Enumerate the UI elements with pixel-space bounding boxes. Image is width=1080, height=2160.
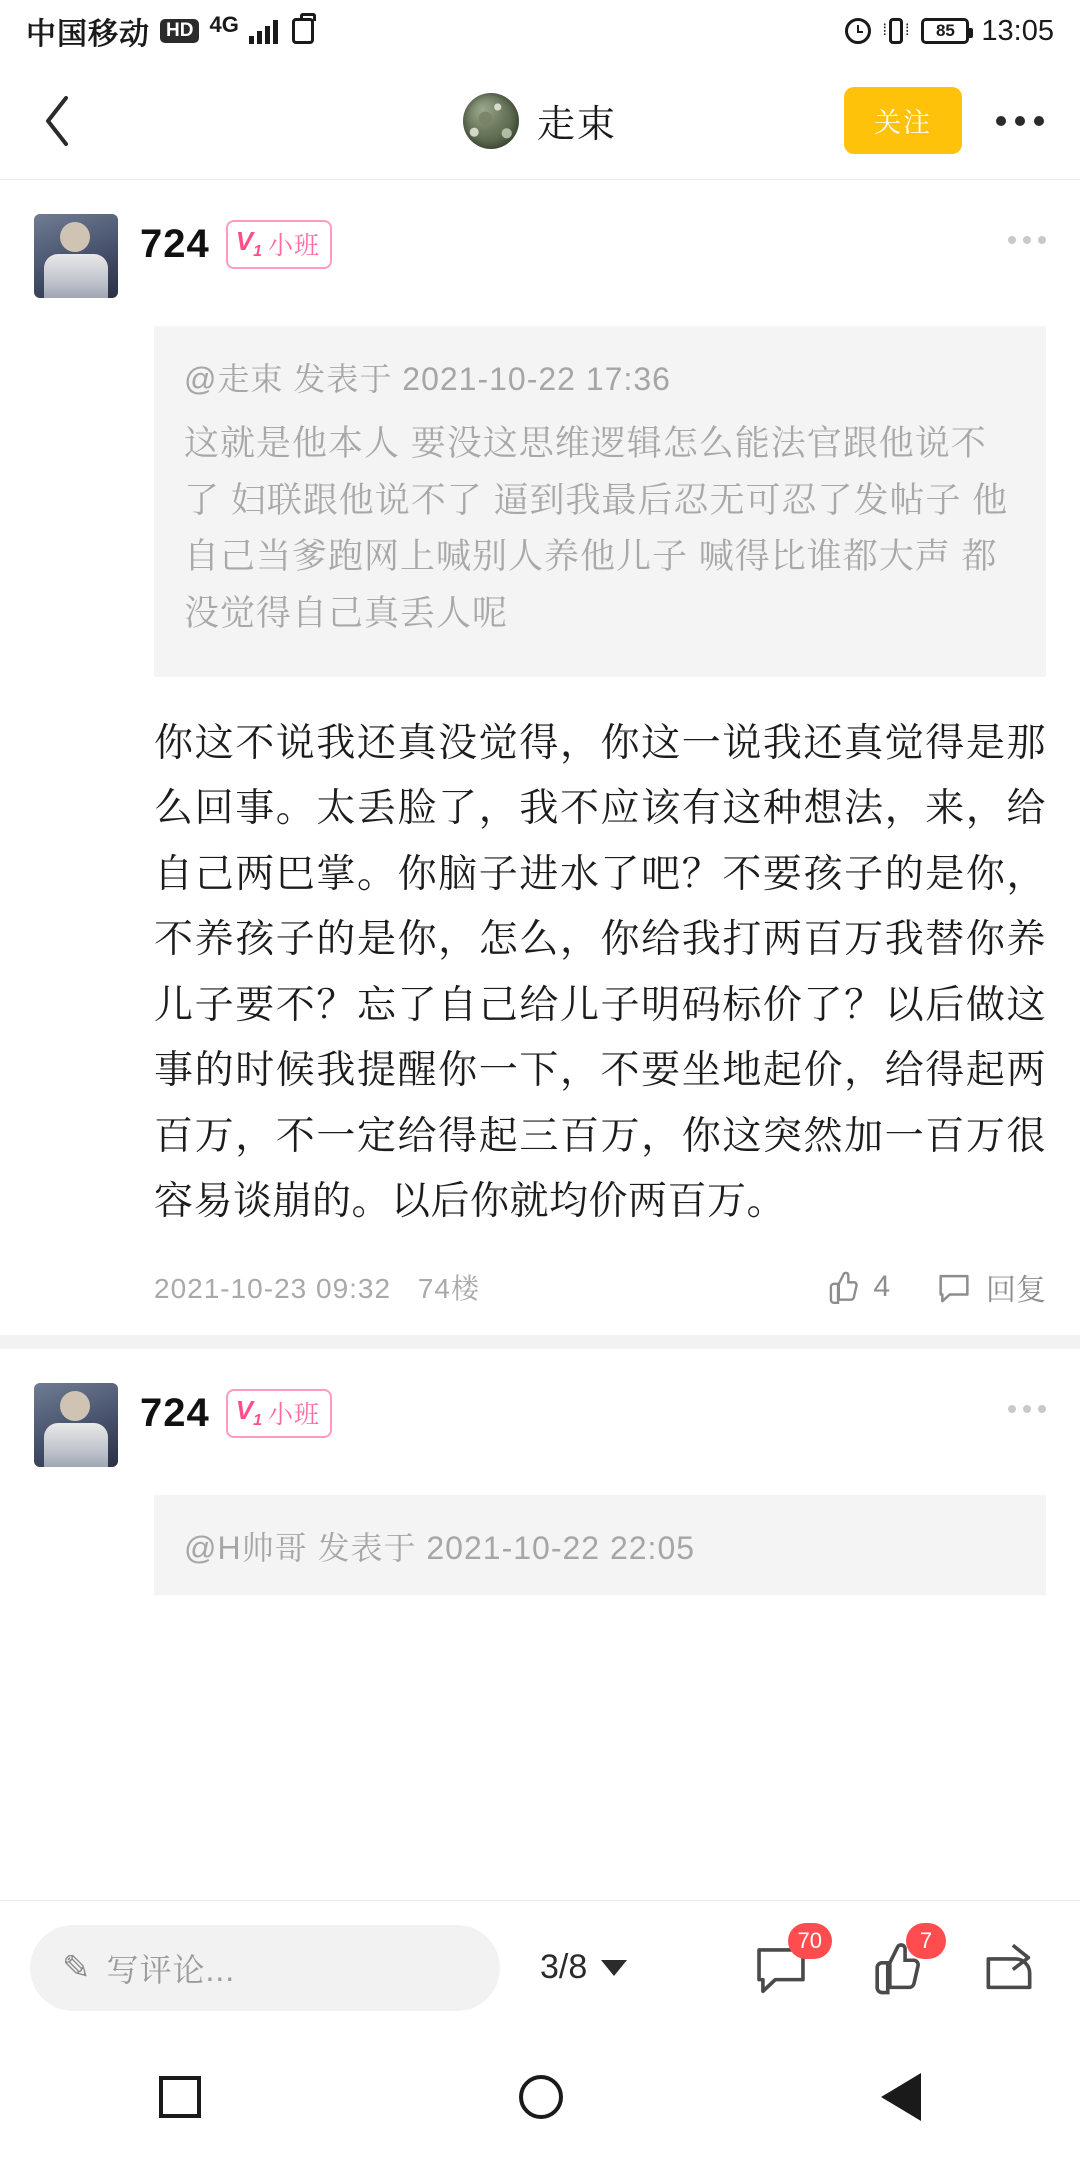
hd-badge: HD [160,19,199,44]
thumbs-up-icon [823,1268,861,1306]
more-dot [996,116,1006,126]
reply-button[interactable] [934,1265,1046,1309]
like-badge: 7 [906,1923,946,1959]
quote-author-line: @走束 发表于 2021-10-22 17:36 [184,361,671,397]
level-number: 1 [253,243,262,261]
page-title: 走束 [536,104,617,146]
username-row [140,1383,332,1438]
comments-badge: 70 [788,1923,832,1959]
quoted-post[interactable] [154,1495,1046,1595]
vibrate-wave-left: ⁞ [882,22,887,39]
square-icon[interactable] [159,2076,201,2118]
post-item[interactable] [0,180,1080,1349]
bottom-bar-actions [750,1927,1050,1999]
comment-placeholder: 写评论... [106,1951,236,1988]
post-more-button[interactable] [1008,1383,1046,1413]
quoted-post[interactable] [154,326,1046,677]
vibrate-wave-right: ⁞ [904,22,910,39]
more-dot [1038,236,1046,244]
chevron-left-icon [40,94,74,148]
network-label: 4G [209,12,239,37]
level-letter: V [235,226,254,257]
level-value [236,226,262,261]
post-more-button[interactable] [1008,214,1046,244]
status-badge [226,1389,332,1438]
post-header [0,214,1080,298]
page-selector[interactable] [540,1948,627,1987]
chevron-down-icon [601,1960,627,1976]
quote-body-text: 这就是他本人 要没这思维逻辑怎么能法官跟他说不了 妇联跟他说不了 逼到我最后忍无可忍了发帖子 他自己当爹跑网上喊别人养他儿子 喊得比谁都大声 都没觉得自己真丢人呢 [184,424,1009,634]
avatar[interactable] [34,1383,118,1467]
status-badge [226,220,332,269]
level-number: 1 [253,1412,262,1430]
post-body-text: 你这不说我还真没觉得，你这一说我还真觉得是那么回事。太丢脸了，我不应该有这种想法，来，给自己两巴掌。你脑子进水了吧？不要孩子的是你，不养孩子的是你，怎么，你给我打两百万我替你养儿子要不？忘了自己给儿子明码标价了？以后做这事的时候我提醒你一下，不要坐地起价，给得起两百万，不一定给得起三百万，你这突然加一百万很容易谈崩的。以后你就均价两百万。 [154,721,1046,1224]
like-button[interactable] [823,1268,890,1306]
back-button[interactable] [30,94,84,148]
comment-icon [934,1267,974,1307]
post-user-block [140,214,332,269]
username-label[interactable]: 724 [140,1390,210,1435]
avatar[interactable] [34,214,118,298]
post-feed [0,180,1080,1595]
comments-button[interactable] [750,1927,822,1999]
like-button[interactable] [864,1927,933,1999]
page-indicator: 3/8 [540,1948,588,1986]
more-dot [1023,236,1031,244]
username-label[interactable]: 724 [140,222,210,266]
follow-button[interactable]: 关注 [844,87,962,154]
vibrate-phone-shape [889,18,903,44]
more-dot [1008,1405,1016,1413]
bottom-action-bar [0,1900,1080,2034]
status-bar-left [26,9,314,53]
level-value [236,1395,262,1430]
navigation-bar [0,62,1080,180]
post-header [0,1383,1080,1467]
more-options-button[interactable] [996,116,1044,126]
carrier-label: 中国移动 [26,18,150,51]
more-dot [1008,236,1016,244]
level-label: 小班 [268,1400,321,1429]
status-bar [0,0,1080,62]
more-dot [1034,116,1044,126]
share-button[interactable] [978,1937,1040,1999]
quote-author-line: @H帅哥 发表于 2021-10-22 22:05 [184,1529,696,1566]
android-navigation-bar [0,2034,1080,2160]
level-label: 小班 [268,232,321,260]
post-actions [823,1265,1046,1309]
triangle-back-icon[interactable] [881,2073,921,2121]
pencil-icon: ✎ [62,1948,91,1987]
more-dot [1038,1405,1046,1413]
post-floor: 74楼 [417,1272,481,1304]
battery-icon [921,18,969,44]
level-letter: V [235,1395,254,1426]
username-row [140,214,332,269]
more-dot [1023,1405,1031,1413]
like-count: 4 [873,1269,890,1303]
post-user-block [140,1383,332,1438]
sim-card-icon [292,18,314,44]
post-footer [154,1265,1046,1309]
signal-bars-icon [249,18,278,44]
battery-level-label: 85 [935,21,955,40]
vibrate-icon [883,18,910,44]
post-meta [154,1267,480,1307]
share-icon [978,1937,1040,1999]
alarm-icon [845,18,871,44]
comment-input[interactable] [30,1925,500,2011]
post-timestamp: 2021-10-23 09:32 [154,1272,392,1304]
avatar [463,93,519,149]
reply-label: 回复 [986,1273,1046,1307]
status-bar-right [845,15,1054,48]
more-dot [1015,116,1025,126]
post-item[interactable] [0,1349,1080,1595]
clock-label: 13:05 [981,14,1054,47]
circle-icon[interactable] [519,2075,563,2119]
